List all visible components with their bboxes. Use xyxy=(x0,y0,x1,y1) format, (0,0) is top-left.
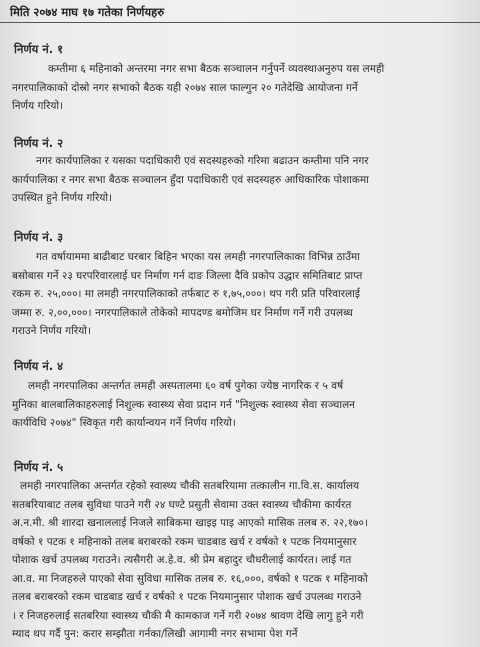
page-title: मिति २०७४ माघ १७ गतेका निर्णयहरु xyxy=(10,5,165,19)
decision-5-line: वर्षको १ पटक १ महिनाको तलब बराबरको रकम चाडबाड खर्च र वर्षको १ पटक नियमानुसार xyxy=(12,535,357,548)
decision-3-line: गराउने निर्णय गरियो। xyxy=(12,325,91,337)
decision-1-body xyxy=(12,60,472,116)
decision-2-line: उपस्थित हुने निर्णय गरियो। xyxy=(12,192,113,204)
decision-3-line: बसोबास गर्ने २३ घरपरिवारलाई घर निर्माण गर्न दाङ जिल्ला दैवि प्रकोप उद्धार समितिबाट प्राप्त xyxy=(12,269,363,282)
decision-3-line: जम्मा रु. २,००,०००। नगरपालिकाले तोकेको मापदण्ड बमोजिम घर निर्माण गर्ने गरी उपलब्ध xyxy=(12,306,353,319)
decision-2-line: कार्यपालिका र नगर सभा बैठक सञ्चालन हुँदा पदाधिकारी एवं सदस्यहरु आधिकारिक पोशाकमा xyxy=(12,173,369,186)
decision-1-line: नगरपालिकाको दोस्रो नगर सभाको बैठक यही २०७४ साल फाल्गुन २० गतेदेखि आयोजना गर्ने xyxy=(12,81,358,94)
decision-2-body xyxy=(12,152,472,208)
decision-2-line: नगर कार्यपालिका र यसका पदाधिकारी एवं सदस्यहरुको गरिमा बढाउन कम्तीमा पनि नगर xyxy=(36,155,369,167)
decision-5-line: आ.व. मा निजहरुले पाएको सेवा सुविधा मासिक तलब रु. १६,०००, वर्षको १ पटक १ महिनाको xyxy=(12,572,368,585)
decision-2-heading: निर्णय नं. २ xyxy=(14,136,64,150)
decision-1-heading: निर्णय नं. १ xyxy=(14,42,64,56)
decision-5-line: म्याद थप गर्दै पुन: करार सम्झौता गर्नका/लिखी आगामी नगर सभामा पेश गर्ने xyxy=(12,628,298,640)
decision-1-line: कम्तीमा ६ महिनाको अन्तरमा नगर सभा बैठक सञ्चालन गर्नुपर्ने व्यवस्थाअनुरुप यस लमही xyxy=(48,63,385,75)
decision-4-line: कार्यविधि २०७४" स्विकृत गरी कार्यान्वयन गर्ने निर्णय गरियो। xyxy=(12,417,236,429)
decision-4-line: मुनिका बालबालिकाहरुलाई निशुल्क स्वास्थ्य सेवा प्रदान गर्न "निशुल्क स्वास्थ्य सेवा सञ्चालन xyxy=(12,398,355,411)
decision-4-body xyxy=(12,377,472,433)
decision-5-line: तलब बराबरको रकम चाडबाड खर्च र वर्षको १ पटक नियमानुसार पोशाक खर्च उपलब्ध गराउने xyxy=(12,591,362,603)
decision-3-heading: निर्णय नं. ३ xyxy=(14,230,64,244)
decision-4-line: लमही नगरपालिका अन्तर्गत लमही अस्पतालमा ६० वर्ष पुगेका ज्येष्ठ नागरिक र ५ वर्ष xyxy=(28,380,344,392)
decision-5-line: पोशाक खर्च उपलब्ध गराउने। त्यसैगरी अ.हे.व. श्री प्रेम बहादुर चौधरीलाई कार्यरत। लाई गत xyxy=(12,554,352,566)
decision-5-line: । र निजहरुलाई सतबरिया स्वास्थ्य चौकी मै कामकाज गर्ने गरी २०७४ श्रावण देखि लागु हुने गरी xyxy=(12,609,364,622)
decision-4-heading: निर्णय नं. ४ xyxy=(14,359,64,373)
decision-3-body xyxy=(12,248,472,341)
title-underline xyxy=(0,22,480,23)
decision-5-line: अ.न.मी. श्री शारदा खनाललाई निजले साबिकमा खाइइ पाइ आएको मासिक तलब रु. २२,१७०। xyxy=(12,517,368,529)
decision-1-line: निर्णय गरियो। xyxy=(12,100,64,112)
decision-5-body xyxy=(12,477,472,644)
decision-5-line: लमही नगरपालिका अन्तर्गत रहेको स्वास्थ्य चौकी सतबरियामा तत्कालीन गा.वि.स. कार्यालय xyxy=(20,480,360,492)
decision-5-line: सतबरियाबाट तलब सुविधा पाउने गरी २४ घण्टे प्रसुती सेवामा उक्त स्वास्थ्य चौकीमा कार्यरत xyxy=(12,498,352,511)
decision-3-line: रकम रु. २५,०००। मा लमही नगरपालिकाको तर्फबाट रु १,७५,०००। थप गरी प्रति परिवारलाई xyxy=(12,288,361,300)
decision-3-line: गत वर्षायाममा बाढीबाट घरबार बिहिन भएका यस लमही नगरपालिकाका विभिन्न ठाउँमा xyxy=(36,251,360,263)
decision-5-heading: निर्णय नं. ५ xyxy=(14,460,64,474)
